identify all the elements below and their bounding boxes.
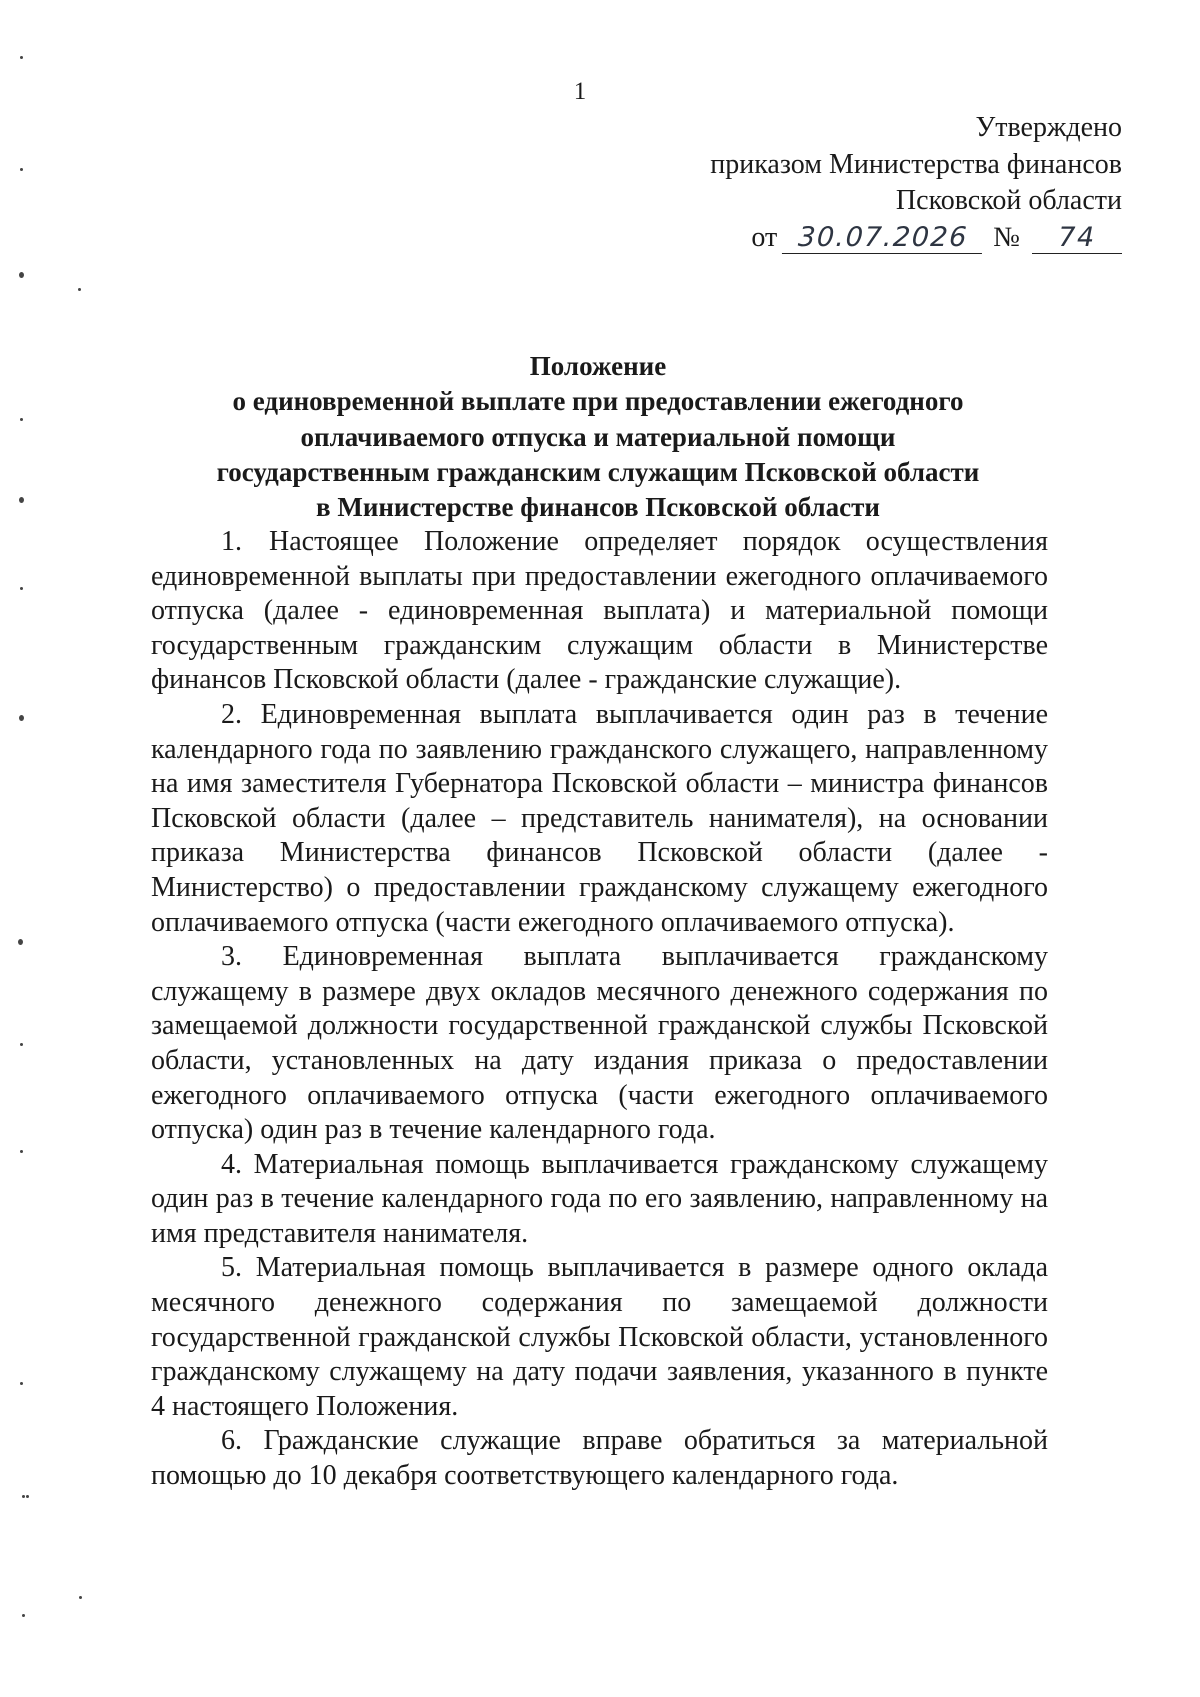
scan-dot	[19, 497, 24, 503]
scan-dot	[20, 587, 23, 590]
title-line-4: государственным гражданским служащим Псковской области	[216, 456, 980, 487]
approval-line-order: приказом Министерства финансов	[710, 148, 1122, 180]
title-line-3: оплачиваемого отпуска и материальной помощи	[300, 421, 896, 452]
handwritten-date: 30.07.2026	[782, 223, 984, 254]
scan-dot	[26, 1495, 29, 1498]
paragraph-text: Гражданские служащие вправе обратиться за материальной помощью до 10 декабря соответствующего календарного года.	[151, 1425, 1049, 1492]
paragraph-number: 3.	[221, 941, 242, 973]
scan-dot	[78, 288, 81, 291]
paragraph-5	[151, 1251, 1048, 1424]
date-prefix: от	[751, 221, 778, 253]
paragraph-6	[151, 1424, 1048, 1493]
scan-dot	[20, 168, 23, 171]
paragraph-1	[151, 525, 1048, 698]
paragraph-text: Единовременная выплата выплачивается один раз в течение календарного года по заявлению гражданского служащего, направленному на имя заместителя Губернатора Псковской области – министра финансов Псковской области (далее – представитель нанимателя), на основании приказа Министерства финансов Псковской области (далее - Министерство) о предоставлении гражданскому служащему ежегодного оплачиваемого отпуска (части ежегодного оплачиваемого отпуска).	[151, 698, 1048, 938]
title-line-2: о единовременной выплате при предоставлении ежегодного	[232, 386, 964, 417]
scan-dot	[22, 1495, 25, 1498]
scan-dot	[22, 1614, 25, 1617]
approval-line-approved: Утверждено	[975, 112, 1122, 143]
paragraph-4	[151, 1148, 1048, 1252]
approval-line-region: Псковской области	[895, 185, 1122, 216]
paragraph-text: Материальная помощь выплачивается гражданскому служащему один раз в течение календарного года по его заявлению, направленному на имя представителя нанимателя.	[151, 1148, 1048, 1249]
approval-date-number-line	[710, 220, 1122, 257]
document-body	[151, 525, 1048, 1494]
scan-dot	[19, 272, 24, 278]
paragraph-text: Материальная помощь выплачивается в размере одного оклада месячного денежного содержания по замещаемой должности государственной гражданской службы Псковской области, установленного гражданскому служащему на дату подачи заявления, указанного в пункте 4 настоящего Положения.	[151, 1252, 1048, 1422]
handwritten-number: 74	[1032, 223, 1122, 254]
scan-dot	[19, 715, 24, 721]
paragraph-text: Единовременная выплата выплачивается гражданскому служащему в размере двух окладов месячного денежного содержания по замещаемой должности государственной гражданской службы Псковской области, установленных на дату издания приказа о предоставлении ежегодного оплачиваемого отпуска (части ежегодного оплачиваемого отпуска) один раз в течение календарного года.	[151, 941, 1048, 1146]
scan-dot	[20, 1043, 23, 1046]
approval-stamp-block	[710, 110, 1122, 256]
paragraph-number: 2.	[221, 698, 242, 730]
title-line-5: в Министерстве финансов Псковской области	[316, 492, 880, 523]
paragraph-number: 4.	[221, 1148, 242, 1180]
title-line-1: Положение	[529, 351, 667, 381]
scan-dot	[18, 939, 23, 945]
scan-dot	[20, 1382, 23, 1385]
page-number: 1	[573, 78, 587, 105]
scan-dot	[20, 56, 23, 59]
paragraph-number: 6.	[221, 1425, 242, 1457]
scan-dot	[20, 1150, 23, 1153]
scan-dot	[20, 418, 23, 421]
paragraph-2	[151, 698, 1048, 940]
document-title	[128, 349, 1068, 525]
paragraph-3	[151, 940, 1048, 1148]
paragraph-text: Настоящее Положение определяет порядок осуществления единовременной выплаты при предоставлении ежегодного оплачиваемого отпуска (далее - единовременная выплата) и материальной помощи государственным гражданским служащим области в Министерстве финансов Псковской области (далее - гражданские служащие).	[151, 526, 1048, 696]
scan-dot	[79, 1596, 82, 1599]
paragraph-number: 5.	[221, 1252, 242, 1284]
paragraph-number: 1.	[221, 526, 242, 557]
number-label: №	[993, 221, 1020, 253]
